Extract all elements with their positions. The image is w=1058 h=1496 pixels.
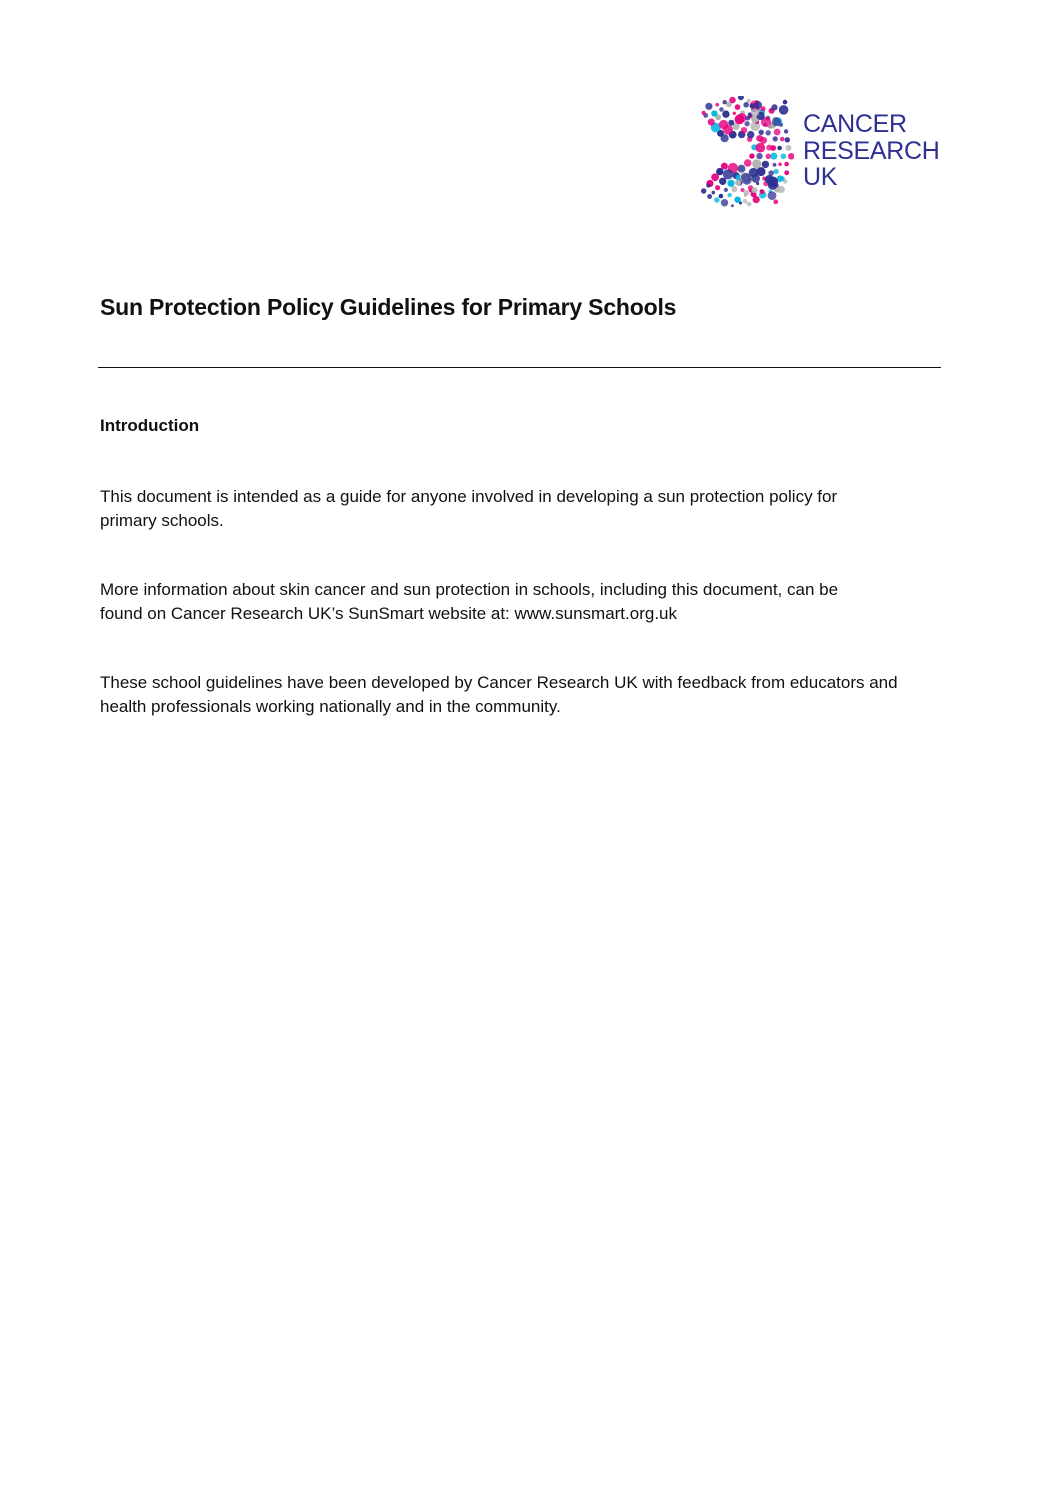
paragraph-line: primary schools. (100, 511, 224, 530)
paragraph-more-information (100, 578, 940, 626)
dotted-c-logo-icon (676, 96, 794, 208)
logo-line-cancer: CANCER (803, 110, 907, 138)
logo-line-uk: UK (803, 163, 838, 191)
paragraph-purpose (100, 485, 940, 533)
logo-wordmark (803, 111, 940, 191)
title-divider (98, 367, 941, 368)
section-heading-introduction: Introduction (100, 416, 200, 435)
paragraph-line: These school guidelines have been developed by Cancer Research UK with feedback from educators and (100, 673, 898, 692)
logo-line-research: RESEARCH (803, 136, 940, 165)
paragraph-development (100, 671, 940, 719)
paragraph-line: found on Cancer Research UK’s SunSmart website at: www.sunsmart.org.uk (100, 604, 678, 623)
paragraph-line: health professionals working nationally and in the community. (100, 697, 561, 716)
paragraph-line: This document is intended as a guide for anyone involved in developing a sun protection policy for (100, 487, 838, 506)
paragraph-line: More information about skin cancer and sun protection in schools, including this document, can be (100, 580, 839, 599)
cancer-research-uk-logo (676, 96, 946, 208)
document-title: Sun Protection Policy Guidelines for Primary Schools (100, 294, 677, 320)
